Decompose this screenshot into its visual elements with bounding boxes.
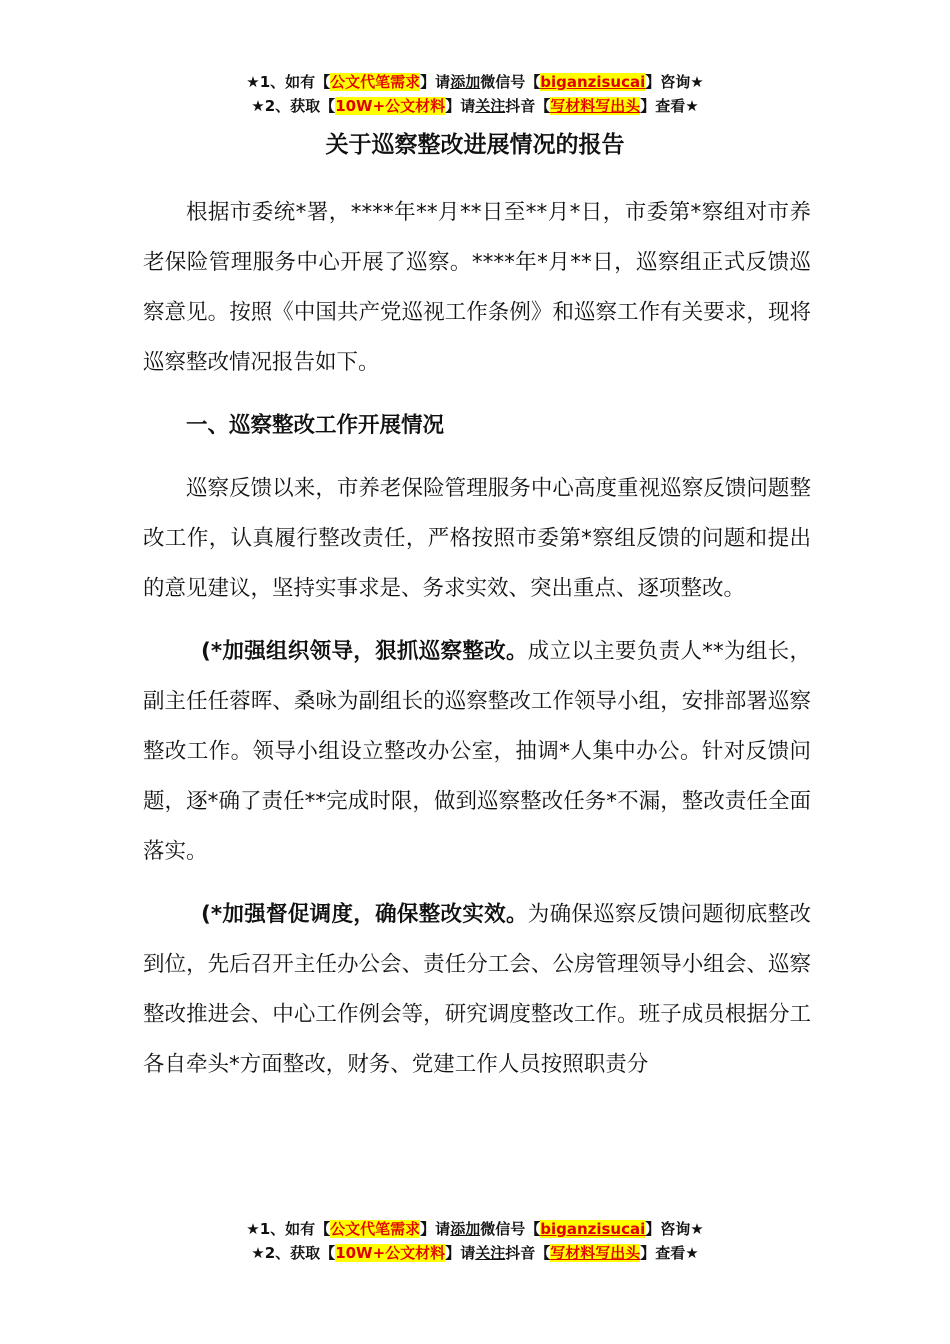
bottom-banner — [0, 1217, 950, 1265]
banner-text: ★1、如有【 — [246, 73, 331, 91]
banner-text: 】请 — [445, 1244, 476, 1262]
document-body — [143, 188, 811, 1103]
banner-underlined: 关注 — [475, 97, 506, 115]
paragraph-overview: 巡察反馈以来，市养老保险管理服务中心高度重视巡察反馈问题整改工作，认真履行整改责任，严格按照市委第*察组反馈的问题和提出的意见建议，坚持实事求是、务求实效、突出重点、逐项整改。 — [143, 476, 811, 601]
banner-text: 】请 — [445, 97, 476, 115]
top-banner — [0, 70, 950, 118]
banner-text: 】查看★ — [640, 1244, 699, 1262]
paragraph-intro: 根据市委统*署，****年**月**日至**月*日，市委第*察组对市养老保险管理服务中心开展了巡察。****年*月**日，巡察组正式反馈巡察意见。按照《中国共产党巡视工作条例》和巡察工作有关要求，现将巡察整改情况报告如下。 — [143, 200, 811, 375]
banner-text: 抖音【 — [505, 1244, 551, 1262]
banner-underlined: 添加 — [450, 1220, 481, 1238]
banner-text: 】请 — [420, 1220, 451, 1238]
banner-highlight: 10W+公文材料 — [335, 97, 446, 115]
banner-line-1 — [0, 1217, 950, 1241]
banner-text: ★2、获取【 — [251, 1244, 336, 1262]
douyin-account-link[interactable]: 写材料写出头 — [550, 1244, 641, 1262]
paragraph-text: 为确保巡察反馈问题彻底整改到位，先后召开主任办公会、责任分工会、公房管理领导小组会、巡察整改推进会、中心工作例会等，研究调度整改工作。班子成员根据分工各自牵头*方面整改，财务、党建工作人员按照职责分 — [143, 902, 811, 1077]
banner-text: 】查看★ — [640, 97, 699, 115]
banner-underlined: 关注 — [475, 1244, 506, 1262]
paragraph-organization — [143, 627, 811, 877]
banner-text: ★2、获取【 — [251, 97, 336, 115]
douyin-account-link[interactable]: 写材料写出头 — [550, 97, 641, 115]
banner-underlined: 添加 — [450, 73, 481, 91]
wechat-id-link[interactable]: biganzisucai — [540, 1220, 646, 1238]
banner-text: 】咨询★ — [645, 73, 704, 91]
banner-highlight: 10W+公文材料 — [335, 1244, 446, 1262]
banner-text: ★1、如有【 — [246, 1220, 331, 1238]
document-title: 关于巡察整改进展情况的报告 — [325, 132, 625, 158]
banner-highlight: 公文代笔需求 — [330, 1220, 421, 1238]
paragraph-supervision — [143, 890, 811, 1090]
paragraph-text: 成立以主要负责人**为组长，副主任任蓉晖、桑咏为副组长的巡察整改工作领导小组，安排部署巡察整改工作。领导小组设立整改办公室，抽调*人集中办公。针对反馈问题，逐*确了责任**完成时限，做到巡察整改任务*不漏，整改责任全面落实。 — [143, 639, 811, 864]
banner-line-1 — [0, 70, 950, 94]
banner-highlight: 公文代笔需求 — [330, 73, 421, 91]
banner-text: 抖音【 — [505, 97, 551, 115]
banner-text: 】咨询★ — [645, 1220, 704, 1238]
banner-text: 微信号【 — [480, 73, 541, 91]
banner-line-2 — [0, 94, 950, 118]
wechat-id-link[interactable]: biganzisucai — [540, 73, 646, 91]
paragraph-lead: (*加强组织领导，狠抓巡察整改。 — [201, 639, 528, 664]
banner-text: 】请 — [420, 73, 451, 91]
section-heading: 一、巡察整改工作开展情况 — [186, 413, 445, 438]
banner-text: 微信号【 — [480, 1220, 541, 1238]
banner-line-2 — [0, 1241, 950, 1265]
paragraph-lead: (*加强督促调度，确保整改实效。 — [201, 902, 528, 927]
